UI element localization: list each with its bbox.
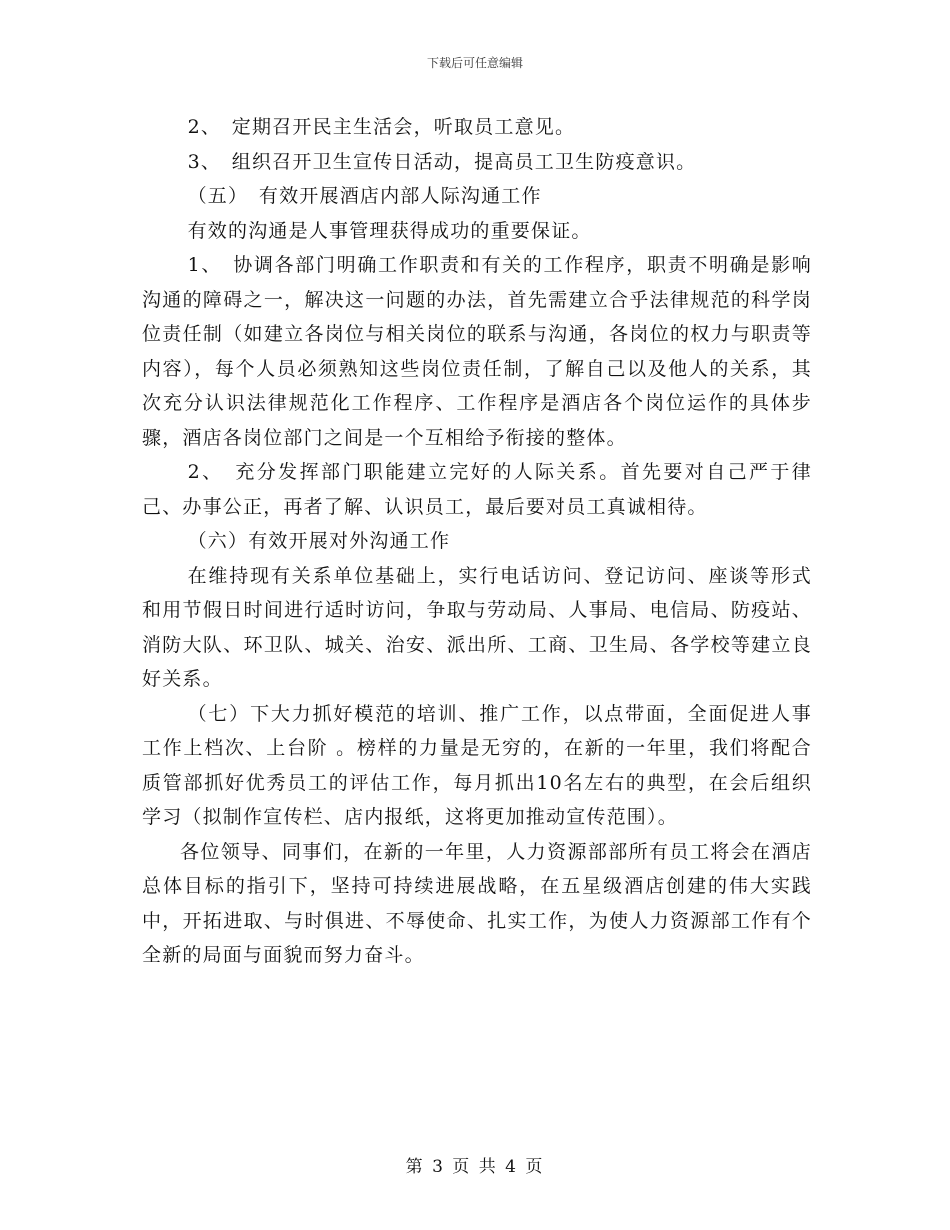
document-body [142, 110, 812, 973]
section-heading-7: （七）下大力抓好模范的培训、推广工作，以点带面，全面促进人事工作上档次、上台阶 。榜样的力量是无穷的，在新的一年里，我们将配合质管部抓好优秀员工的评估工作，每月抓出10名左右的典型，在会后组织学习（拟制作宣传栏、店内报纸，这将更加推动宣传范围）。 [142, 702, 812, 828]
section-heading-6: （六）有效开展对外沟通工作 [187, 530, 451, 552]
header-note: 下载后可任意编辑 [426, 56, 523, 70]
paragraph-item-3-hygiene: 3、 组织召开卫生宣传日活动，提高员工卫生防疫意识。 [187, 150, 697, 173]
page-footer: 第 3 页 共 4 页 [405, 1157, 545, 1177]
paragraph-external-communication: 在维持现有关系单位基础上，实行电话访问、登记访问、座谈等形式和用节假日时间进行适时访问，争取与劳动局、人事局、电信局、防疫站、消防大队、环卫队、城关、治安、派出所、工商、卫生局、各学校等建立良好关系。 [142, 564, 812, 690]
paragraph-closing: 各位领导、同事们，在新的一年里，人力资源部部所有员工将会在酒店总体目标的指引下，坚持可持续进展战略，在五星级酒店创建的伟大实践中，开拓进取、与时俱进、不辱使命、扎实工作，为使人力资源部工作有个全新的局面与面貌而努力奋斗。 [142, 840, 812, 966]
paragraph-item-2-relations: 2、 充分发挥部门职能建立完好的人际关系。首先要对自己严于律己、办事公正，再者了解、认识员工，最后要对员工真诚相待。 [142, 461, 812, 518]
paragraph-communication-intro: 有效的沟通是人事管理获得成功的重要保证。 [187, 219, 592, 242]
paragraph-item-2-meeting: 2、 定期召开民主生活会，听取员工意见。 [187, 116, 576, 138]
paragraph-item-1-coordination: 1、 协调各部门明确工作职责和有关的工作程序，职责不明确是影响沟通的障碍之一，解决这一问题的办法，首先需建立合乎法律规范的科学岗位责任制（如建立各岗位与相关岗位的联系与沟通，各岗位的权力与职责等内容），每个人员必须熟知这些岗位责任制，了解自己以及他人的关系，其次充分认识法律规范化工作程序、工作程序是酒店各个岗位运作的具体步骤，酒店各岗位部门之间是一个互相给予衔接的整体。 [142, 254, 812, 449]
section-heading-5: （五） 有效开展酒店内部人际沟通工作 [187, 185, 542, 207]
